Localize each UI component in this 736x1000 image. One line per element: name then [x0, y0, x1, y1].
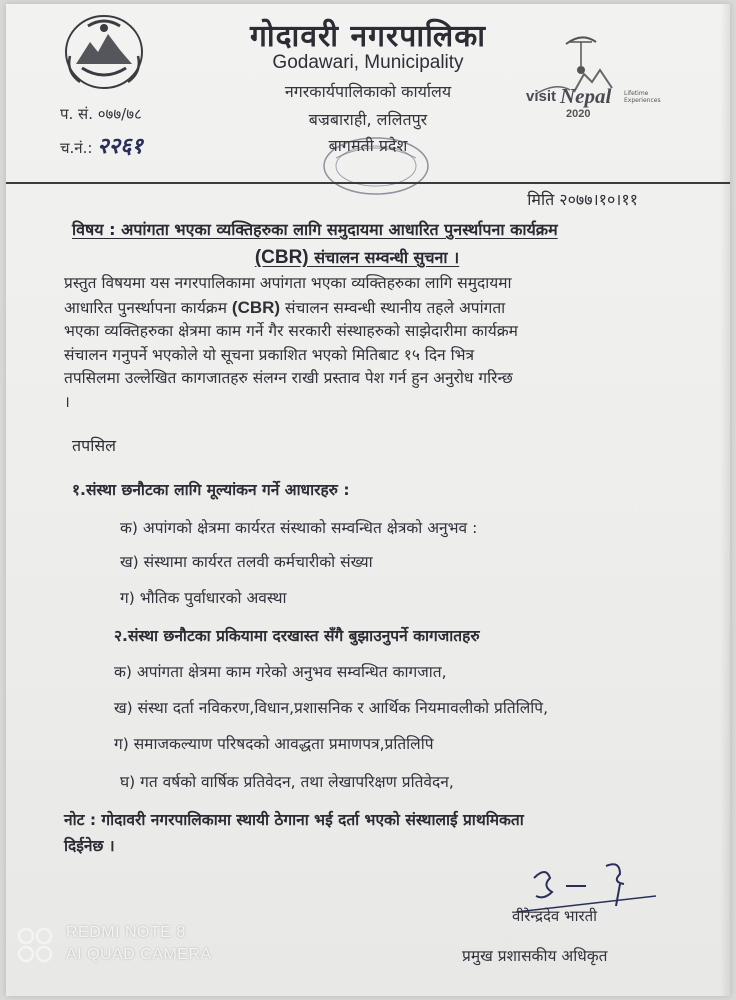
header-divider — [6, 182, 730, 184]
visit-text: visit — [526, 88, 557, 105]
lifetime-text: Lifetime Experiences — [624, 90, 661, 104]
signatory-title: प्रमुख प्रशासकीय अधिकृत — [462, 947, 608, 965]
year-text: 2020 — [566, 108, 591, 120]
subject-heading — [72, 216, 642, 272]
office-name: नगरकार्यपालिकाको कार्यालय — [284, 82, 452, 101]
note-line-1: नोट : गोदावरी नगरपालिकामा स्थायी ठेगाना भई दर्ता भएको संस्थालाई प्राथमिकता — [64, 811, 524, 829]
org-name-nepali: गोदावरी नगरपालिका — [249, 19, 487, 54]
body-line: प्रस्तुत विषयमा यस नगरपालिकामा अपांगता भएका व्यक्तिहरुका लागि समुदायमा — [64, 274, 512, 292]
body-line: संचालन सम्वन्धी स्थानीय तहले अपांगता — [285, 298, 506, 317]
section-2-item: घ) गत वर्षको वार्षिक प्रतिवेदन, तथा लेखापरिक्षण प्रतिवेदन, — [120, 773, 454, 791]
cn-row — [60, 130, 143, 160]
visit-nepal-logo — [526, 30, 661, 126]
subject-cbr: (CBR) — [254, 247, 309, 268]
note-block — [64, 807, 664, 859]
section-2-item: ग) समाजकल्याण परिषदको आवद्धता प्रमाणपत्र,प्रतिलिपि — [114, 735, 434, 753]
section-2-item: ख) संस्था दर्ता नविकरण,विधान,प्रशासनिक र आर्थिक नियमावलीको प्रतिलिपि, — [114, 699, 548, 717]
section-2-item: क) अपांगता क्षेत्रमा काम गरेको अनुभव सम्वन्धित कागजात, — [114, 663, 447, 681]
body-line: तपसिलमा उल्लेखित कागजातहरु संलग्न राखी प्रस्ताव पेश गर्न हुन अनुरोध गरिन्छ — [64, 369, 513, 387]
office-address: बज्रबाराही, ललितपुर — [308, 110, 428, 129]
body-line: आधारित पुनर्स्थापना कार्यक्रम — [64, 298, 227, 317]
org-name-english: Godawari, Municipality — [272, 52, 464, 73]
camera-lens-icon — [16, 926, 54, 964]
body-line: संचालन गनुपर्ने भएकोले यो सूचना प्रकाशित भएको मितिबाट १५ दिन भित्र — [64, 345, 475, 364]
section-1-item: ग) भौतिक पुर्वाधारको अवस्था — [120, 589, 287, 607]
province-name: बागमती प्रदेश — [328, 136, 408, 155]
page-edge-shadow — [720, 4, 730, 996]
document-page — [6, 4, 730, 996]
section-1-title: १.संस्था छनौटका लागि मूल्यांकन गर्ने आधारहरु : — [72, 481, 350, 499]
issue-date: मिति २०७७।१०।११ — [527, 190, 638, 209]
section-1-item: ख) संस्थामा कार्यरत तलवी कर्मचारीको संख्या — [120, 553, 373, 571]
body-line: भएका व्यक्तिहरुका क्षेत्रमा काम गर्ने गैर सरकारी संस्थाहरुको साझेदारीमा कार्यक्रम — [64, 322, 518, 340]
watermark-camera: AI QUAD CAMERA — [66, 946, 212, 963]
cn-label: च.नं.: — [60, 139, 93, 157]
body-cbr: (CBR) — [231, 297, 281, 317]
office-stamp-icon — [306, 128, 446, 200]
cn-value-handwritten: २२६१ — [97, 133, 143, 159]
subject-line-2: संचालन सम्वन्धी सुचना । — [314, 248, 460, 267]
ps-row — [60, 104, 142, 124]
section-2-title: २.संस्था छनौटका प्रकियामा दरखास्त सँगै बुझाउनुपर्ने कागजातहरु — [114, 627, 480, 645]
subject-line-1: विषय : अपांगता भएका व्यक्तिहरुका लागि समुदायमा आधारित पुनर्स्थापना कार्यक्रम — [72, 220, 558, 239]
watermark-model: REDMI NOTE 8 — [66, 924, 186, 941]
nepal-text: Nepal — [560, 84, 612, 108]
signatory-name: वीरेन्द्रदेव भारती — [512, 907, 598, 925]
note-line-2: दिईनेछ । — [64, 837, 115, 855]
body-line: । — [64, 392, 70, 411]
ps-label: प. सं. — [60, 105, 93, 123]
tapsil-heading: तपसिल — [72, 436, 117, 455]
section-1-item: क) अपांगको क्षेत्रमा कार्यरत संस्थाको सम्वन्धित क्षेत्रको अनुभव : — [120, 519, 478, 537]
ps-value: ०७७/७८ — [97, 105, 142, 123]
body-paragraph — [64, 272, 650, 414]
